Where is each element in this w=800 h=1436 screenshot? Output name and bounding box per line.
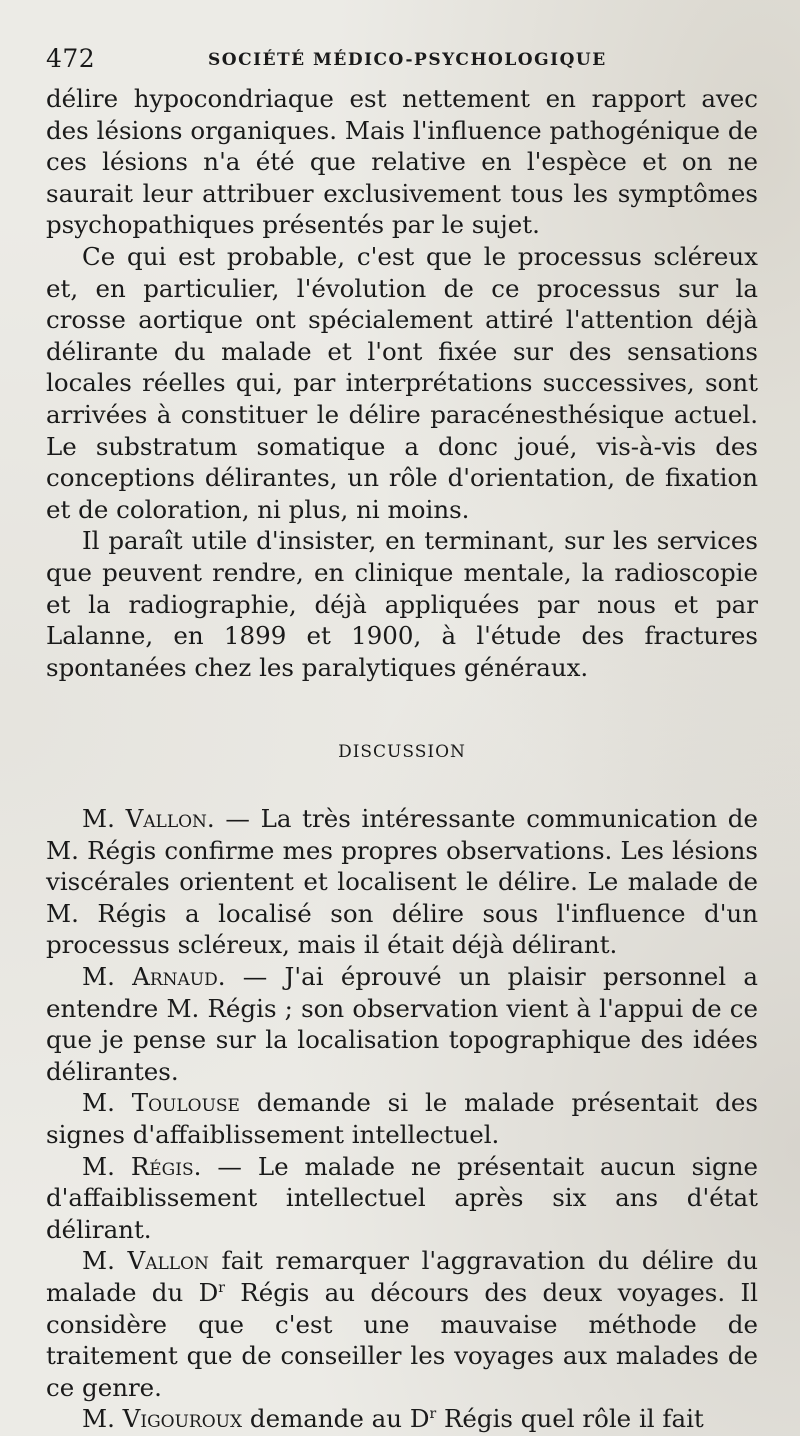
speaker-remark-cont: Régis au décours des deux voyages. Il considère que c'est une mauvaise méthode de traitement que de conseiller les voyages aux malades de ce genre. <box>46 1277 758 1402</box>
page-number: 472 <box>46 44 96 73</box>
discussion-section <box>46 803 758 1435</box>
speaker-remark: — Le malade ne présentait aucun signe d'affaiblissement intellectuel après six ans d'état délirant. <box>46 1151 758 1244</box>
discussion-entry <box>46 1403 758 1435</box>
section-heading: DISCUSSION <box>338 742 466 762</box>
superscript: r <box>218 1279 225 1296</box>
speaker-name: M. Vigouroux <box>82 1404 243 1434</box>
paragraph: Il paraît utile d'insister, en terminant, sur les services que peuvent rendre, en clinique mentale, la radioscopie et la radiographie, déjà appliquées par nous et par Lalanne, en 1899 et 1900, à l'étude des fractures spontanées chez les paralytiques généraux. <box>46 526 758 682</box>
paragraph-continued: délire hypocondriaque est nettement en rapport avec des lésions organiques. Mais l'influence pathogénique de ces lésions n'a été que relative en l'espèce et on ne saurait leur attribuer exclusivement tous les symptômes psychopathiques présentés par le sujet. <box>46 84 758 240</box>
discussion-entry <box>46 1087 758 1150</box>
speaker-name: M. Vallon. <box>82 804 215 833</box>
speaker-remark: — La très intéressante communication de M. Régis confirme mes propres observations. Les lésions viscérales orientent et localisent le délire. Le malade de M. Régis a localisé son délire sous l'influence d'un processus scléreux, mais il était déjà délirant. <box>46 804 758 960</box>
discussion-entry <box>46 1245 758 1403</box>
speaker-name: M. Régis. <box>82 1151 202 1181</box>
speaker-remark-cont: Régis quel rôle il fait <box>436 1404 704 1434</box>
speaker-name: M. Arnaud. <box>82 961 226 991</box>
paragraph: Ce qui est probable, c'est que le processus scléreux et, en particulier, l'évolution de ce processus sur la crosse aortique ont spécialement attiré l'attention déjà délirante du malade et l'ont fixée sur des sensations locales réelles qui, par interprétations successives, sont arrivées à constituer le délire paracénesthésique actuel. Le substratum somatique a donc joué, vis-à-vis des conceptions délirantes, un rôle d'orientation, de fixation et de coloration, ni plus, ni moins. <box>46 241 758 524</box>
superscript: r <box>429 1406 437 1423</box>
body-text <box>46 83 758 683</box>
discussion-entry <box>46 1151 758 1246</box>
speaker-remark: fait remarquer l'aggravation du délire du malade du D <box>46 1246 758 1307</box>
discussion-entry <box>46 803 758 961</box>
running-head <box>46 44 776 74</box>
speaker-name: M. Toulouse <box>82 1088 240 1118</box>
speaker-name: M. Vallon <box>82 1246 209 1276</box>
speaker-remark: demande au D <box>242 1404 430 1434</box>
speaker-remark: demande si le malade présentait des signes d'affaiblissement intellectuel. <box>46 1088 758 1149</box>
journal-title: SOCIÉTÉ MÉDICO-PSYCHOLOGIQUE <box>208 50 607 70</box>
speaker-remark: — J'ai éprouvé un plaisir personnel a entendre M. Régis ; son observation vient à l'appui de ce que je pense sur la localisation topographique des idées délirantes. <box>46 961 758 1086</box>
discussion-entry <box>46 961 758 1087</box>
